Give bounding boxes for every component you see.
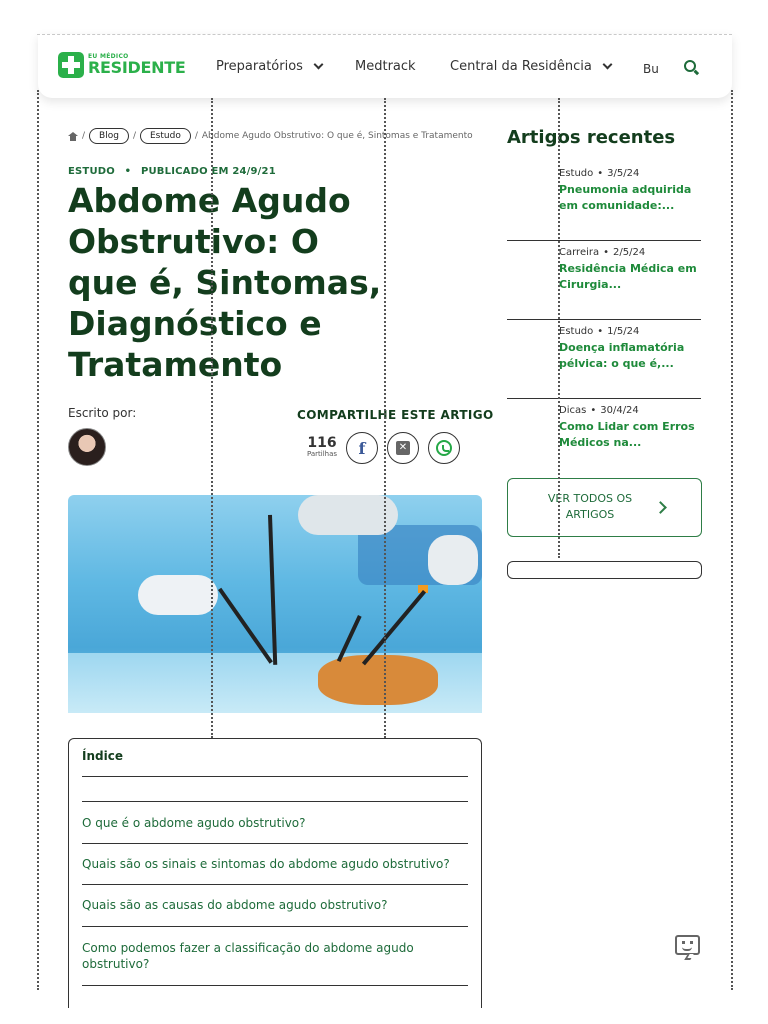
toc-divider — [82, 801, 468, 802]
search-icon[interactable] — [684, 60, 696, 72]
share-facebook-button[interactable] — [346, 432, 378, 464]
logo-big-text: RESIDENTE — [88, 58, 186, 77]
share-count — [302, 436, 342, 458]
breadcrumb-blog[interactable]: Blog — [89, 128, 129, 144]
guide-line — [37, 90, 39, 990]
breadcrumb-estudo[interactable]: Estudo — [140, 128, 191, 144]
toc-divider — [82, 776, 468, 777]
nav-medtrack[interactable] — [355, 59, 416, 74]
published-date: 24/9/21 — [232, 166, 276, 177]
table-of-contents — [68, 738, 482, 1008]
recent-article-date: 2/5/24 — [613, 247, 646, 258]
article-meta — [68, 166, 276, 177]
breadcrumb-separator: / — [194, 131, 198, 141]
toc-divider — [82, 884, 468, 885]
toc-item[interactable]: Quais são os sinais e sintomas do abdome agudo obstrutivo? — [82, 857, 450, 871]
toc-divider — [82, 843, 468, 844]
breadcrumb-current: Abdome Agudo Obstrutivo: O que é, Sintomas e Tratamento — [201, 131, 473, 141]
published-label: PUBLICADO EM — [140, 166, 229, 177]
home-icon[interactable] — [68, 132, 78, 141]
share-x-button[interactable] — [387, 432, 419, 464]
nav-label: Medtrack — [355, 59, 416, 74]
recent-article-meta — [559, 168, 639, 179]
recent-article-item[interactable] — [507, 241, 701, 320]
meta-dot: • — [597, 168, 604, 179]
recent-article-category: Estudo — [559, 168, 594, 179]
breadcrumb-separator: / — [82, 131, 86, 141]
recent-article-date: 30/4/24 — [600, 405, 639, 416]
share-count-label: Partilhas — [306, 450, 338, 458]
recent-article-date: 1/5/24 — [607, 326, 640, 337]
share-whatsapp-button[interactable] — [428, 432, 460, 464]
meta-dot: • — [590, 405, 597, 416]
logo-small-text: EU MÉDICO — [88, 53, 129, 60]
recent-article-item[interactable] — [507, 399, 701, 478]
recent-article-meta — [559, 326, 639, 337]
recent-article-category: Estudo — [559, 326, 594, 337]
recent-article-meta — [559, 247, 645, 258]
nav-label: Central da Residência — [450, 59, 592, 74]
nav-preparatorios[interactable] — [216, 59, 322, 74]
recent-articles-title: Artigos recentes — [507, 127, 676, 148]
recent-article-meta — [559, 405, 639, 416]
share-title: COMPARTILHE ESTE ARTIGO — [297, 408, 494, 422]
written-by-label: Escrito por: — [68, 406, 137, 420]
guide-line — [731, 90, 733, 990]
chevron-down-icon — [313, 60, 323, 70]
chevron-right-icon — [654, 501, 667, 514]
sidebar-empty-box — [507, 561, 702, 579]
recent-article-link[interactable]: Residência Médica em Cirurgia... — [559, 262, 697, 291]
medical-cross-icon — [58, 52, 84, 78]
feedback-chat-icon-tail — [684, 954, 693, 960]
share-count-number: 116 — [307, 435, 337, 451]
feedback-chat-icon[interactable] — [675, 935, 700, 955]
toc-item[interactable]: Quais são as causas do abdome agudo obstrutivo? — [82, 898, 388, 912]
recent-article-category: Dicas — [559, 405, 587, 416]
chevron-down-icon — [602, 60, 612, 70]
search-input[interactable]: Bu — [643, 62, 659, 76]
article-title: Abdome Agudo Obstrutivo: O que é, Sintomas, Diagnóstico e Tratamento — [68, 181, 382, 384]
nav-central-residencia[interactable] — [450, 59, 611, 74]
toc-item[interactable]: Como podemos fazer a classificação do abdome agudo obstrutivo? — [82, 941, 414, 971]
meta-dot: • — [124, 166, 132, 177]
meta-dot: • — [597, 326, 604, 337]
whatsapp-icon — [436, 440, 452, 456]
meta-dot: • — [603, 247, 610, 258]
x-icon: ✕ — [396, 441, 410, 455]
recent-article-link[interactable]: Doença inflamatória pélvica: o que é,... — [559, 341, 685, 370]
facebook-icon: f — [358, 438, 366, 458]
breadcrumb — [68, 128, 473, 144]
nav-label: Preparatórios — [216, 59, 303, 74]
article-category[interactable]: ESTUDO — [68, 166, 115, 177]
toc-item[interactable]: O que é o abdome agudo obstrutivo? — [82, 816, 306, 830]
author-avatar[interactable] — [68, 428, 106, 466]
recent-article-item[interactable] — [507, 162, 701, 241]
recent-article-category: Carreira — [559, 247, 600, 258]
toc-divider — [82, 926, 468, 927]
recent-article-date: 3/5/24 — [607, 168, 640, 179]
site-logo[interactable] — [58, 52, 185, 78]
recent-article-link[interactable]: Como Lidar com Erros Médicos na... — [559, 420, 695, 449]
breadcrumb-separator: / — [132, 131, 136, 141]
recent-article-link[interactable]: Pneumonia adquirida em comunidade:... — [559, 183, 692, 212]
recent-article-item[interactable] — [507, 320, 701, 399]
article-hero-image — [68, 495, 482, 713]
toc-divider — [82, 985, 468, 986]
toc-title: Índice — [82, 749, 123, 763]
site-header — [38, 34, 732, 98]
see-all-label: VER TODOS OS ARTIGOS — [547, 492, 633, 521]
see-all-articles-button[interactable] — [507, 478, 702, 537]
